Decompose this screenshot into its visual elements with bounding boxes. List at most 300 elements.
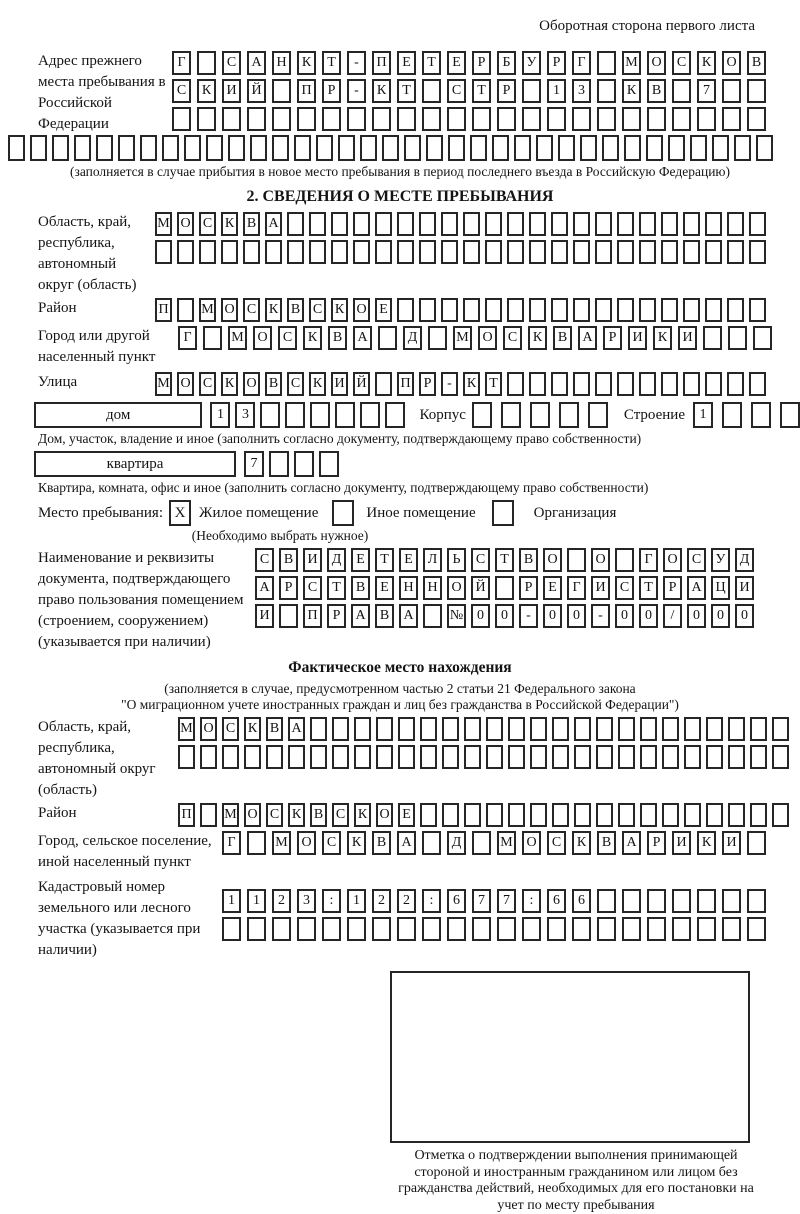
char-cell[interactable]: В [372, 831, 391, 855]
char-cell[interactable]: К [622, 79, 641, 103]
char-cell[interactable]: К [331, 298, 348, 322]
char-cell[interactable] [706, 803, 723, 827]
char-cell[interactable] [372, 107, 391, 131]
char-cell[interactable] [750, 717, 767, 741]
char-cell[interactable] [422, 107, 441, 131]
char-cell[interactable] [347, 917, 366, 941]
char-cell[interactable]: С [447, 79, 466, 103]
char-cell[interactable] [162, 135, 179, 161]
char-cell[interactable]: Е [399, 548, 418, 572]
char-cell[interactable] [597, 79, 616, 103]
char-cell[interactable] [422, 917, 441, 941]
char-cell[interactable]: 3 [572, 79, 591, 103]
char-cell[interactable]: Р [603, 326, 622, 350]
stay-type-checkbox-other[interactable] [332, 500, 354, 526]
char-cell[interactable] [567, 548, 586, 572]
char-cell[interactable]: А [578, 326, 597, 350]
char-cell[interactable]: Р [519, 576, 538, 600]
char-cell[interactable] [376, 745, 393, 769]
char-cell[interactable] [419, 240, 436, 264]
char-cell[interactable] [74, 135, 91, 161]
char-cell[interactable] [530, 402, 550, 428]
char-cell[interactable] [595, 212, 612, 236]
char-cell[interactable] [222, 107, 241, 131]
char-cell[interactable]: К [347, 831, 366, 855]
char-cell[interactable] [441, 240, 458, 264]
char-cell[interactable] [319, 451, 339, 477]
char-cell[interactable]: Т [397, 79, 416, 103]
char-cell[interactable] [596, 745, 613, 769]
char-cell[interactable]: С [672, 51, 691, 75]
char-cell[interactable]: С [615, 576, 634, 600]
char-cell[interactable]: М [453, 326, 472, 350]
char-cell[interactable] [177, 298, 194, 322]
char-cell[interactable] [397, 107, 416, 131]
char-cell[interactable]: О [177, 372, 194, 396]
stay-type-checkbox-residential[interactable]: X [169, 500, 191, 526]
char-cell[interactable] [485, 298, 502, 322]
char-cell[interactable]: Т [495, 548, 514, 572]
char-cell[interactable]: Л [423, 548, 442, 572]
char-cell[interactable]: Д [327, 548, 346, 572]
char-cell[interactable] [472, 917, 491, 941]
char-cell[interactable]: - [591, 604, 610, 628]
char-cell[interactable]: О [353, 298, 370, 322]
char-cell[interactable]: Е [398, 803, 415, 827]
char-cell[interactable]: С [278, 326, 297, 350]
char-cell[interactable] [552, 803, 569, 827]
char-cell[interactable]: - [519, 604, 538, 628]
char-cell[interactable] [420, 803, 437, 827]
char-cell[interactable]: М [199, 298, 216, 322]
char-cell[interactable]: О [297, 831, 316, 855]
char-cell[interactable] [285, 402, 305, 428]
char-cell[interactable]: О [200, 717, 217, 741]
char-cell[interactable] [747, 79, 766, 103]
char-cell[interactable]: К [528, 326, 547, 350]
char-cell[interactable]: О [447, 576, 466, 600]
char-cell[interactable] [595, 240, 612, 264]
char-cell[interactable]: Б [497, 51, 516, 75]
char-cell[interactable]: В [328, 326, 347, 350]
char-cell[interactable] [749, 372, 766, 396]
char-cell[interactable]: 0 [735, 604, 754, 628]
char-cell[interactable]: В [287, 298, 304, 322]
char-cell[interactable] [596, 717, 613, 741]
char-cell[interactable] [140, 135, 157, 161]
char-cell[interactable] [272, 107, 291, 131]
char-cell[interactable] [661, 240, 678, 264]
char-cell[interactable] [269, 451, 289, 477]
char-cell[interactable]: Т [485, 372, 502, 396]
char-cell[interactable]: Е [375, 576, 394, 600]
char-cell[interactable]: И [722, 831, 741, 855]
char-cell[interactable]: М [155, 372, 172, 396]
char-cell[interactable]: В [243, 212, 260, 236]
char-cell[interactable]: С [199, 372, 216, 396]
char-cell[interactable]: К [221, 372, 238, 396]
char-cell[interactable]: В [279, 548, 298, 572]
char-cell[interactable] [507, 298, 524, 322]
char-cell[interactable]: Н [399, 576, 418, 600]
char-cell[interactable] [404, 135, 421, 161]
char-cell[interactable] [705, 298, 722, 322]
char-cell[interactable] [750, 803, 767, 827]
apartment-type-box[interactable]: квартира [34, 451, 236, 477]
char-cell[interactable]: О [522, 831, 541, 855]
char-cell[interactable] [507, 240, 524, 264]
char-cell[interactable]: 0 [567, 604, 586, 628]
char-cell[interactable]: С [503, 326, 522, 350]
char-cell[interactable] [572, 107, 591, 131]
char-cell[interactable] [247, 107, 266, 131]
char-cell[interactable]: М [222, 803, 239, 827]
char-cell[interactable] [647, 107, 666, 131]
char-cell[interactable]: / [663, 604, 682, 628]
char-cell[interactable] [639, 240, 656, 264]
char-cell[interactable]: К [265, 298, 282, 322]
char-cell[interactable] [522, 79, 541, 103]
char-cell[interactable]: 7 [697, 79, 716, 103]
char-cell[interactable] [697, 917, 716, 941]
char-cell[interactable] [672, 107, 691, 131]
char-cell[interactable]: И [255, 604, 274, 628]
char-cell[interactable] [547, 107, 566, 131]
char-cell[interactable]: 0 [495, 604, 514, 628]
char-cell[interactable]: С [322, 831, 341, 855]
char-cell[interactable]: В [597, 831, 616, 855]
char-cell[interactable] [178, 745, 195, 769]
char-cell[interactable]: И [222, 79, 241, 103]
char-cell[interactable]: - [347, 51, 366, 75]
char-cell[interactable]: С [547, 831, 566, 855]
char-cell[interactable] [574, 803, 591, 827]
char-cell[interactable]: О [663, 548, 682, 572]
char-cell[interactable] [288, 745, 305, 769]
char-cell[interactable] [551, 212, 568, 236]
char-cell[interactable] [595, 372, 612, 396]
char-cell[interactable]: : [322, 889, 341, 913]
char-cell[interactable] [428, 326, 447, 350]
char-cell[interactable]: П [155, 298, 172, 322]
char-cell[interactable]: Г [178, 326, 197, 350]
char-cell[interactable] [683, 212, 700, 236]
char-cell[interactable] [155, 240, 172, 264]
char-cell[interactable] [497, 107, 516, 131]
char-cell[interactable]: И [672, 831, 691, 855]
char-cell[interactable]: Г [172, 51, 191, 75]
char-cell[interactable]: 1 [247, 889, 266, 913]
char-cell[interactable]: М [228, 326, 247, 350]
char-cell[interactable]: С [243, 298, 260, 322]
char-cell[interactable] [597, 917, 616, 941]
char-cell[interactable] [397, 298, 414, 322]
char-cell[interactable] [683, 298, 700, 322]
char-cell[interactable] [331, 240, 348, 264]
char-cell[interactable] [294, 135, 311, 161]
char-cell[interactable]: Д [447, 831, 466, 855]
char-cell[interactable] [722, 917, 741, 941]
char-cell[interactable] [508, 717, 525, 741]
char-cell[interactable] [622, 107, 641, 131]
char-cell[interactable] [260, 402, 280, 428]
char-cell[interactable] [310, 717, 327, 741]
char-cell[interactable]: Р [663, 576, 682, 600]
char-cell[interactable] [684, 803, 701, 827]
char-cell[interactable] [322, 107, 341, 131]
char-cell[interactable] [335, 402, 355, 428]
char-cell[interactable]: К [653, 326, 672, 350]
char-cell[interactable]: 0 [471, 604, 490, 628]
char-cell[interactable]: В [553, 326, 572, 350]
char-cell[interactable]: 7 [472, 889, 491, 913]
char-cell[interactable] [199, 240, 216, 264]
char-cell[interactable] [497, 917, 516, 941]
char-cell[interactable] [727, 240, 744, 264]
char-cell[interactable] [360, 402, 380, 428]
char-cell[interactable]: С [687, 548, 706, 572]
char-cell[interactable]: М [178, 717, 195, 741]
char-cell[interactable]: 6 [547, 889, 566, 913]
char-cell[interactable]: Ь [447, 548, 466, 572]
char-cell[interactable]: Т [327, 576, 346, 600]
char-cell[interactable] [747, 107, 766, 131]
char-cell[interactable]: Н [423, 576, 442, 600]
char-cell[interactable] [647, 917, 666, 941]
char-cell[interactable]: В [266, 717, 283, 741]
char-cell[interactable]: П [303, 604, 322, 628]
char-cell[interactable] [647, 889, 666, 913]
char-cell[interactable] [338, 135, 355, 161]
char-cell[interactable] [705, 372, 722, 396]
char-cell[interactable] [206, 135, 223, 161]
char-cell[interactable] [375, 372, 392, 396]
char-cell[interactable]: О [376, 803, 393, 827]
char-cell[interactable] [419, 212, 436, 236]
char-cell[interactable] [309, 240, 326, 264]
char-cell[interactable]: 1 [210, 402, 230, 428]
char-cell[interactable] [426, 135, 443, 161]
char-cell[interactable]: О [253, 326, 272, 350]
char-cell[interactable] [463, 240, 480, 264]
char-cell[interactable] [750, 745, 767, 769]
char-cell[interactable] [397, 240, 414, 264]
char-cell[interactable] [580, 135, 597, 161]
char-cell[interactable] [559, 402, 579, 428]
char-cell[interactable]: М [272, 831, 291, 855]
char-cell[interactable] [573, 372, 590, 396]
char-cell[interactable] [448, 135, 465, 161]
char-cell[interactable] [322, 917, 341, 941]
char-cell[interactable] [332, 717, 349, 741]
char-cell[interactable] [8, 135, 25, 161]
char-cell[interactable]: О [478, 326, 497, 350]
char-cell[interactable]: К [303, 326, 322, 350]
char-cell[interactable]: 2 [272, 889, 291, 913]
char-cell[interactable] [672, 889, 691, 913]
char-cell[interactable]: И [735, 576, 754, 600]
char-cell[interactable]: 1 [693, 402, 713, 428]
stay-type-checkbox-organization[interactable] [492, 500, 514, 526]
char-cell[interactable]: Т [639, 576, 658, 600]
char-cell[interactable] [485, 212, 502, 236]
char-cell[interactable]: О [244, 803, 261, 827]
char-cell[interactable]: О [647, 51, 666, 75]
char-cell[interactable] [310, 402, 330, 428]
char-cell[interactable] [447, 107, 466, 131]
char-cell[interactable]: Р [322, 79, 341, 103]
char-cell[interactable] [749, 212, 766, 236]
char-cell[interactable] [705, 212, 722, 236]
char-cell[interactable] [353, 212, 370, 236]
char-cell[interactable]: О [591, 548, 610, 572]
char-cell[interactable] [423, 604, 442, 628]
char-cell[interactable]: Г [222, 831, 241, 855]
char-cell[interactable] [722, 107, 741, 131]
char-cell[interactable] [780, 402, 800, 428]
char-cell[interactable]: С [199, 212, 216, 236]
char-cell[interactable]: Г [567, 576, 586, 600]
char-cell[interactable] [397, 212, 414, 236]
char-cell[interactable] [316, 135, 333, 161]
char-cell[interactable] [547, 917, 566, 941]
char-cell[interactable]: К [697, 51, 716, 75]
house-type-box[interactable]: дом [34, 402, 202, 428]
char-cell[interactable]: Й [353, 372, 370, 396]
char-cell[interactable] [118, 135, 135, 161]
char-cell[interactable] [622, 917, 641, 941]
char-cell[interactable]: 7 [497, 889, 516, 913]
char-cell[interactable]: 0 [543, 604, 562, 628]
char-cell[interactable] [646, 135, 663, 161]
char-cell[interactable] [530, 803, 547, 827]
char-cell[interactable] [727, 298, 744, 322]
char-cell[interactable] [622, 889, 641, 913]
char-cell[interactable]: - [441, 372, 458, 396]
char-cell[interactable] [376, 717, 393, 741]
char-cell[interactable]: К [309, 372, 326, 396]
char-cell[interactable]: 1 [547, 79, 566, 103]
char-cell[interactable]: П [372, 51, 391, 75]
char-cell[interactable]: : [422, 889, 441, 913]
char-cell[interactable] [272, 79, 291, 103]
char-cell[interactable] [250, 135, 267, 161]
char-cell[interactable] [200, 745, 217, 769]
char-cell[interactable] [618, 803, 635, 827]
char-cell[interactable] [184, 135, 201, 161]
char-cell[interactable]: Н [272, 51, 291, 75]
char-cell[interactable]: О [221, 298, 238, 322]
char-cell[interactable] [597, 107, 616, 131]
char-cell[interactable] [722, 889, 741, 913]
char-cell[interactable] [96, 135, 113, 161]
char-cell[interactable] [705, 240, 722, 264]
char-cell[interactable]: Т [322, 51, 341, 75]
char-cell[interactable] [441, 298, 458, 322]
char-cell[interactable]: К [244, 717, 261, 741]
char-cell[interactable] [558, 135, 575, 161]
char-cell[interactable] [727, 372, 744, 396]
char-cell[interactable] [572, 917, 591, 941]
char-cell[interactable] [353, 240, 370, 264]
char-cell[interactable] [706, 717, 723, 741]
char-cell[interactable] [203, 326, 222, 350]
char-cell[interactable]: 2 [372, 889, 391, 913]
char-cell[interactable] [772, 803, 789, 827]
char-cell[interactable]: Ц [711, 576, 730, 600]
char-cell[interactable]: И [628, 326, 647, 350]
char-cell[interactable] [529, 212, 546, 236]
char-cell[interactable] [529, 372, 546, 396]
char-cell[interactable] [470, 135, 487, 161]
char-cell[interactable]: А [265, 212, 282, 236]
char-cell[interactable]: В [519, 548, 538, 572]
char-cell[interactable] [354, 717, 371, 741]
char-cell[interactable] [397, 917, 416, 941]
char-cell[interactable]: Т [422, 51, 441, 75]
char-cell[interactable] [747, 889, 766, 913]
char-cell[interactable]: А [622, 831, 641, 855]
char-cell[interactable]: С [266, 803, 283, 827]
char-cell[interactable]: К [354, 803, 371, 827]
char-cell[interactable] [442, 803, 459, 827]
char-cell[interactable]: 7 [244, 451, 264, 477]
char-cell[interactable] [597, 889, 616, 913]
char-cell[interactable] [690, 135, 707, 161]
char-cell[interactable] [244, 745, 261, 769]
char-cell[interactable]: М [622, 51, 641, 75]
char-cell[interactable] [552, 745, 569, 769]
char-cell[interactable]: С [222, 717, 239, 741]
char-cell[interactable]: Й [471, 576, 490, 600]
char-cell[interactable] [639, 372, 656, 396]
char-cell[interactable] [486, 745, 503, 769]
char-cell[interactable] [200, 803, 217, 827]
char-cell[interactable]: С [222, 51, 241, 75]
char-cell[interactable] [472, 107, 491, 131]
char-cell[interactable] [243, 240, 260, 264]
char-cell[interactable] [722, 79, 741, 103]
char-cell[interactable] [662, 803, 679, 827]
char-cell[interactable] [375, 240, 392, 264]
char-cell[interactable] [422, 79, 441, 103]
char-cell[interactable]: К [463, 372, 480, 396]
char-cell[interactable]: Т [472, 79, 491, 103]
char-cell[interactable]: 1 [222, 889, 241, 913]
char-cell[interactable]: 0 [711, 604, 730, 628]
char-cell[interactable]: В [647, 79, 666, 103]
char-cell[interactable] [753, 326, 772, 350]
char-cell[interactable]: 6 [572, 889, 591, 913]
char-cell[interactable]: Д [735, 548, 754, 572]
char-cell[interactable]: : [522, 889, 541, 913]
char-cell[interactable]: У [522, 51, 541, 75]
char-cell[interactable] [640, 745, 657, 769]
char-cell[interactable] [727, 212, 744, 236]
char-cell[interactable]: В [265, 372, 282, 396]
char-cell[interactable] [297, 107, 316, 131]
char-cell[interactable] [463, 298, 480, 322]
char-cell[interactable] [751, 402, 771, 428]
char-cell[interactable] [447, 917, 466, 941]
char-cell[interactable] [617, 240, 634, 264]
char-cell[interactable]: К [288, 803, 305, 827]
char-cell[interactable] [464, 803, 481, 827]
char-cell[interactable] [530, 745, 547, 769]
char-cell[interactable] [247, 831, 266, 855]
char-cell[interactable] [472, 831, 491, 855]
char-cell[interactable] [310, 745, 327, 769]
